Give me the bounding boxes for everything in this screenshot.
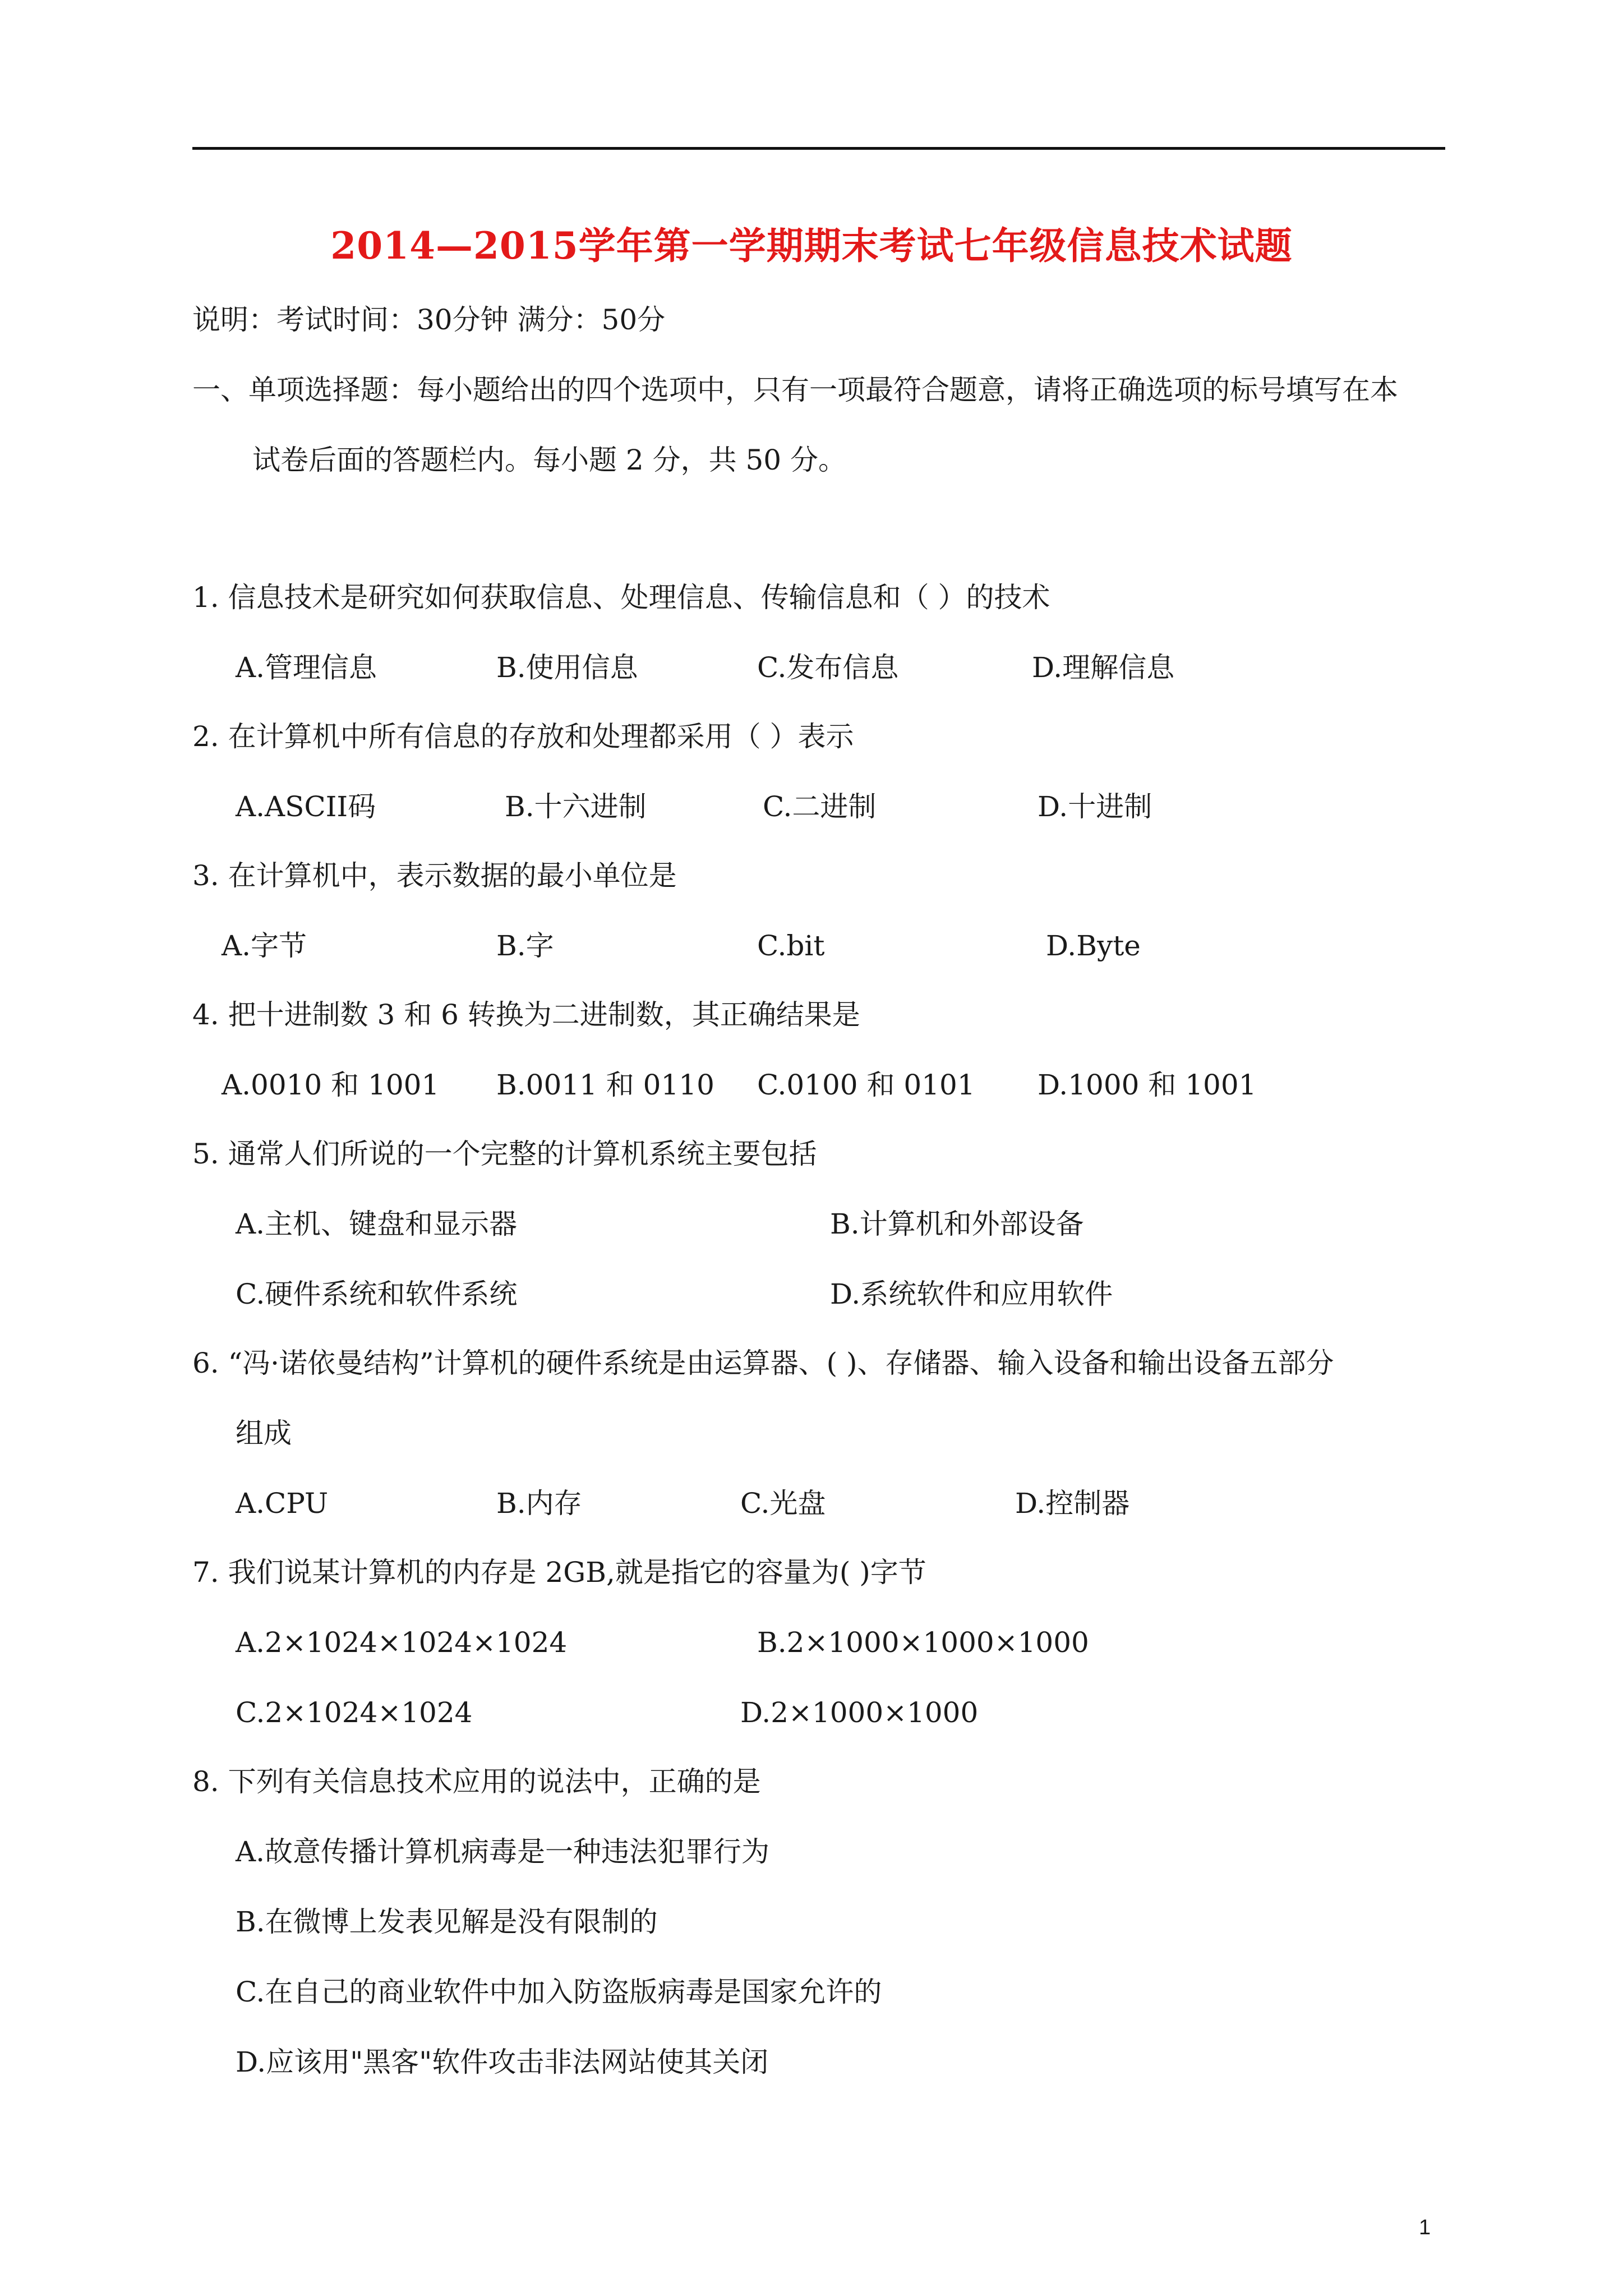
header-rule [192, 147, 1445, 150]
option-a: A.CPU [236, 1487, 329, 1520]
question-stem: 8. 下列有关信息技术应用的说法中，正确的是 [192, 1765, 761, 1798]
option-d: D.十进制 [1038, 790, 1152, 823]
option-b: B.十六进制 [505, 790, 647, 823]
option-d: D.系统软件和应用软件 [830, 1278, 1113, 1310]
option-b: B.2×1000×1000×1000 [757, 1626, 1089, 1659]
question-stem-cont: 组成 [236, 1417, 292, 1450]
option-b: B.计算机和外部设备 [830, 1208, 1084, 1240]
question-stem: 6. “冯·诺依曼结构”计算机的硬件系统是由运算器、( )、存储器、输入设备和输出设备五部分 [192, 1347, 1334, 1379]
option-a: A.主机、键盘和显示器 [236, 1208, 518, 1240]
option-a: A.ASCII码 [236, 790, 376, 823]
option-c: C.0100 和 0101 [757, 1069, 975, 1101]
exam-title: 2014—2015学年第一学期期末考试七年级信息技术试题 [330, 224, 1293, 268]
option-c: C.2×1024×1024 [236, 1696, 473, 1729]
option-b: B.内存 [496, 1487, 582, 1520]
question-stem: 3. 在计算机中，表示数据的最小单位是 [192, 859, 677, 892]
exam-note: 说明：考试时间：30分钟 满分：50分 [192, 303, 666, 336]
option-c: C.二进制 [763, 790, 877, 823]
section-heading: 一、单项选择题：每小题给出的四个选项中，只有一项最符合题意，请将正确选项的标号填写在本 [192, 374, 1398, 406]
question-stem: 7. 我们说某计算机的内存是 2GB,就是指它的容量为( )字节 [192, 1556, 926, 1589]
option-d: D.Byte [1046, 930, 1141, 962]
option-a: A.2×1024×1024×1024 [236, 1626, 568, 1659]
option-a: A.字节 [222, 930, 307, 962]
option-b: B.0011 和 0110 [496, 1069, 714, 1101]
option-b: B.字 [496, 930, 554, 962]
option-a: A.管理信息 [236, 651, 377, 684]
question-stem: 5. 通常人们所说的一个完整的计算机系统主要包括 [192, 1138, 817, 1170]
page-number: 1 [1419, 2216, 1431, 2239]
option-c: C.光盘 [740, 1487, 826, 1520]
option-c: C.发布信息 [757, 651, 899, 684]
option-c: C.硬件系统和软件系统 [236, 1278, 518, 1310]
option-c: C.bit [757, 930, 825, 962]
option-d: D.理解信息 [1032, 651, 1175, 684]
option-c: C.在自己的商业软件中加入防盗版病毒是国家允许的 [236, 1976, 882, 2008]
option-d: D.2×1000×1000 [740, 1696, 979, 1729]
option-d: D.应该用"黑客"软件攻击非法网站使其关闭 [236, 2046, 769, 2078]
option-a: A.故意传播计算机病毒是一种违法犯罪行为 [236, 1835, 770, 1868]
question-stem: 2. 在计算机中所有信息的存放和处理都采用（ ）表示 [192, 720, 854, 753]
option-b: B.在微博上发表见解是没有限制的 [236, 1906, 658, 1938]
question-stem: 4. 把十进制数 3 和 6 转换为二进制数，其正确结果是 [192, 999, 860, 1031]
option-d: D.控制器 [1015, 1487, 1130, 1520]
option-d: D.1000 和 1001 [1038, 1069, 1257, 1101]
section-heading-cont: 试卷后面的答题栏内。每小题 2 分，共 50 分。 [252, 444, 847, 476]
option-a: A.0010 和 1001 [222, 1069, 440, 1101]
option-b: B.使用信息 [496, 651, 638, 684]
question-stem: 1. 信息技术是研究如何获取信息、处理信息、传输信息和（ ）的技术 [192, 581, 1050, 614]
